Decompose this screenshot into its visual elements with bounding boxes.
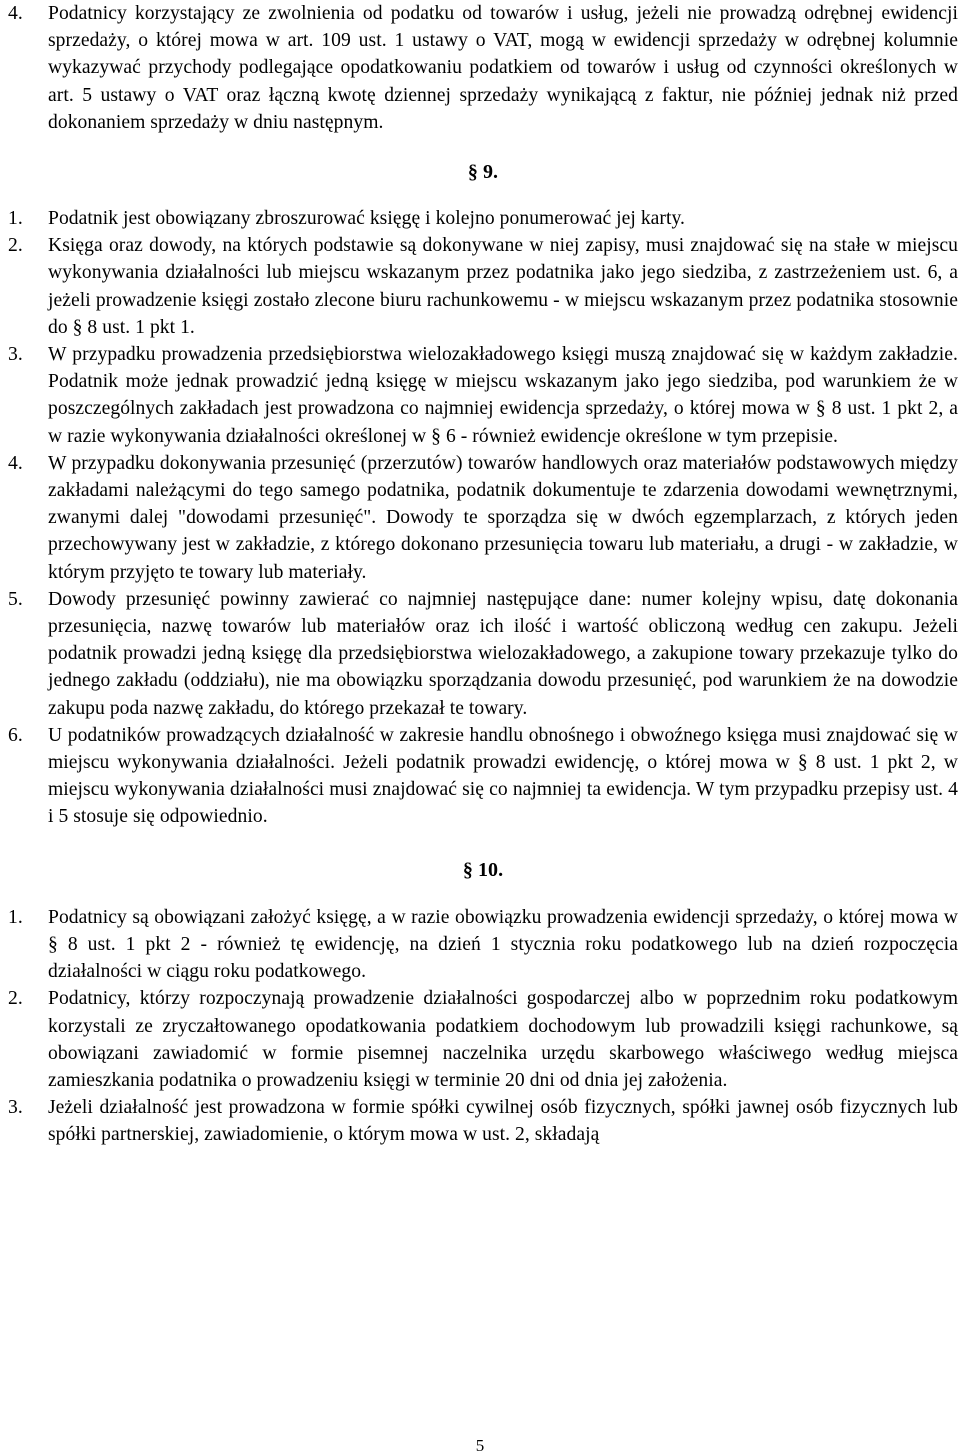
item-text: Podatnik jest obowiązany zbroszurować księgę i kolejno ponumerować jej karty. xyxy=(48,208,686,230)
section-9-item-3 xyxy=(8,341,958,450)
section-heading-9: § 9. xyxy=(467,161,499,184)
section-10-item-1 xyxy=(8,904,958,986)
item-number: 6. xyxy=(8,724,23,746)
item-text: Jeżeli działalność jest prowadzona w formie spółki cywilnej osób fizycznych, spółki jawnej osób fizycznych lub spółki partnerskiej, zawiadomienie, o którym mowa w ust. 2, składają xyxy=(48,1097,958,1146)
item-number: 2. xyxy=(8,235,23,257)
item-number: 4. xyxy=(8,3,23,24)
intro-item xyxy=(8,0,958,136)
item-text: Dowody przesunięć powinny zawierać co najmniej następujące dane: numer kolejny wpisu, datę dokonania przesunięcia, nazwę towarów lub materiałów oraz ich ilość i wartość obliczoną według cen zakupu. Jeżeli podatnik prowadzi jedną księgę dla przedsiębiorstwa wielozakładowego, a zakupione towary przekazuje tylko do jednego zakładu (oddziału), nie ma obowiązku sporządzania dowodu przesunięć, pod warunkiem że na dowodzie zakupu poda nazwę zakładu, do którego przekazał te towary. xyxy=(48,588,958,719)
page-number: 5 xyxy=(475,1436,485,1455)
section-9-item-5 xyxy=(8,586,958,722)
item-text: W przypadku prowadzenia przedsiębiorstwa wielozakładowego księgi muszą znajdować się w każdym zakładzie. Podatnik może jednak prowadzić jedną księgę w miejscu wskazanym jako jego siedziba, pod warunkiem że w poszczególnych zakładach jest prowadzona co najmniej ewidencja sprzedaży, o której mowa w § 8 ust. 1 pkt 2, a w razie wykonywania działalności określonej w § 6 - również ewidencje określone w tym przepisie. xyxy=(48,344,958,447)
item-number: 3. xyxy=(8,344,23,366)
item-number: 3. xyxy=(8,1097,23,1119)
item-number: 5. xyxy=(8,588,23,610)
item-text: U podatników prowadzących działalność w zakresie handlu obnośnego i obwoźnego księga musi znajdować się w miejscu wykonywania działalności. Jeżeli podatnik prowadzi ewidencję, o której mowa w § 8 ust. 1 pkt 2, w miejscu wykonywania działalności musi znajdować się co najmniej ta ewidencja. W tym przypadku przepisy ust. 4 i 5 stosuje się odpowiednio. xyxy=(48,724,958,828)
item-text: W przypadku dokonywania przesunięć (przerzutów) towarów handlowych oraz materiałów podstawowych między zakładami należącymi do tego samego podatnika, podatnik dokumentuje te zdarzenia dowodami wewnętrznymi, zwanymi dalej "dowodami przesunięć". Dowody te sporządza się w dwóch egzemplarzach, z których jeden przechowywany jest w zakładzie, z którego dokonano przesunięcia towaru lub materiału, a drugi - w zakładzie, w którym przyjęto te towary lub materiały. xyxy=(48,452,958,583)
item-text: Księga oraz dowody, na których podstawie są dokonywane w niej zapisy, musi znajdować się na stałe w miejscu wykonywania działalności lub miejscu wskazanym przez podatnika jako jego siedziba, z zastrzeżeniem ust. 6, a jeżeli prowadzenie księgi zostało zlecone biuru rachunkowemu - w miejscu wskazanym przez podatnika stosownie do § 8 ust. 1 pkt 1. xyxy=(48,235,958,338)
document-page xyxy=(8,0,958,1149)
section-10-item-3 xyxy=(8,1094,958,1148)
item-number: 4. xyxy=(8,452,23,474)
item-number: 1. xyxy=(8,906,23,928)
item-text: Podatnicy są obowiązani założyć księgę, a w razie obowiązku prowadzenia ewidencji sprzedaży, o której mowa w § 8 ust. 1 pkt 2 - również tę ewidencję, na dzień 1 stycznia roku podatkowego lub na dzień rozpoczęcia działalności w ciągu roku podatkowego. xyxy=(48,906,958,983)
section-9-item-4 xyxy=(8,450,958,586)
section-9-item-1 xyxy=(8,205,958,232)
item-number: 1. xyxy=(8,208,23,230)
item-text: Podatnicy korzystający ze zwolnienia od podatku od towarów i usług, jeżeli nie prowadzą odrębnej ewidencji sprzedaży, o której mowa w art. 109 ust. 1 ustawy o VAT, mogą w ewidencji sprzedaży w odrębnej kolumnie wykazywać przychody podlegające opodatkowaniu podatkiem od towarów i usług od czynności określonych w art. 5 ustawy o VAT oraz łączną kwotę dziennej sprzedaży wynikającą z faktur, nie później jednak niż przed dokonaniem sprzedaży w dniu następnym. xyxy=(48,3,958,133)
section-heading-10: § 10. xyxy=(462,858,504,881)
section-9-list xyxy=(8,205,958,831)
item-number: 2. xyxy=(8,988,23,1010)
section-10-list xyxy=(8,904,958,1149)
section-9-item-6 xyxy=(8,722,958,831)
item-text: Podatnicy, którzy rozpoczynają prowadzenie działalności gospodarczej albo w poprzednim roku podatkowym korzystali ze zryczałtowanego opodatkowania podatkiem dochodowym lub prowadzili księgi rachunkowe, są obowiązani zawiadomić w formie pisemnej naczelnika urzędu skarbowego właściwego według miejsca zamieszkania podatnika o prowadzeniu księgi w terminie 20 dni od dnia jej założenia. xyxy=(48,988,958,1091)
section-9-item-2 xyxy=(8,232,958,341)
section-10-item-2 xyxy=(8,985,958,1094)
